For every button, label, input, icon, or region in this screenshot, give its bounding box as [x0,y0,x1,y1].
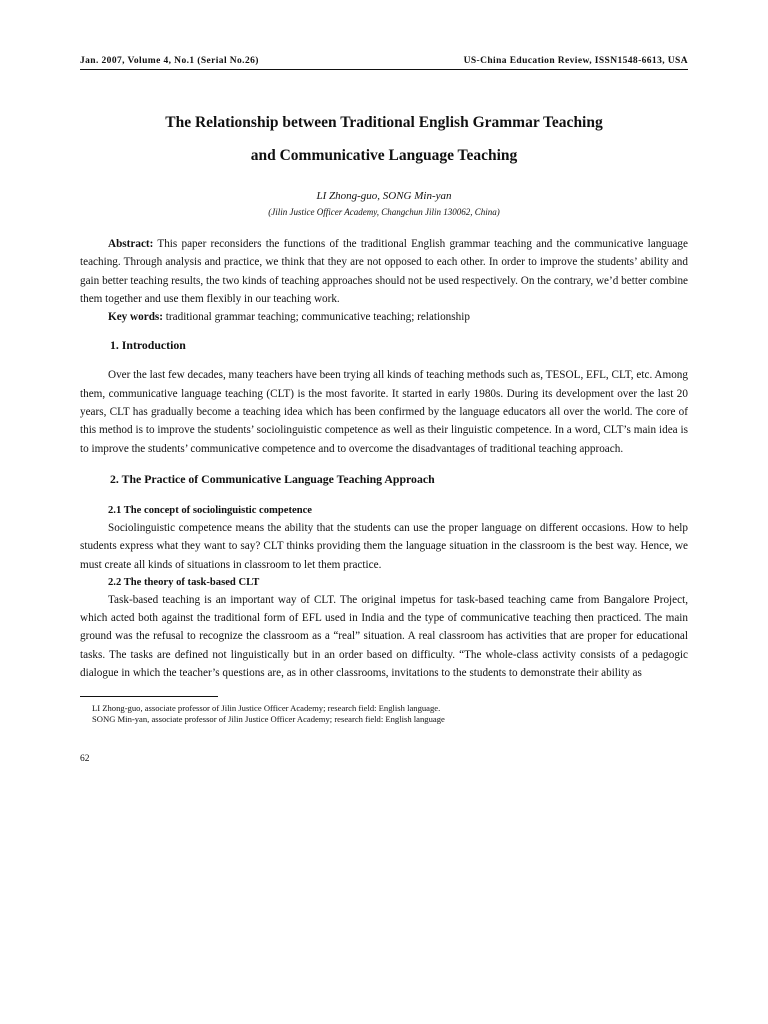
paper-page [80,56,688,764]
sociolinguistic-paragraph: Sociolinguistic competence means the ability that the students can use the proper language on different occasions. How to help students express what they want to say? CLT thinks providing them the language situation in the classroom is the best way. Hence, we must create all kinds of situations in classroom to let them practice. [80,521,688,571]
author-affiliation: (Jilin Justice Officer Academy, Changchun Jilin 130062, China) [268,207,500,217]
page-number: 62 [80,754,90,765]
section-heading-practice: 2. The Practice of Communicative Language Teaching Approach [110,471,435,486]
subsection-heading-sociolinguistic: 2.1 The concept of sociolinguistic competence [108,504,313,516]
abstract-text: This paper reconsiders the functions of the traditional English grammar teaching and the communicative language teaching. Through analysis and practice, we think that they are not opposed to each other. In order to improve the students’ ability and gain better teaching results, the two kinds of teaching approaches should not be used respectively. On the contrary, we’d better combine them together and use them flexibly in our teaching work. [80,238,688,305]
footnotes [80,703,688,725]
journal-name: US-China Education Review, ISSN1548-6613, USA [463,56,688,66]
paper-title [80,106,688,172]
footnote-2: SONG Min-yan, associate professor of Jilin Justice Officer Academy; research field: English language [92,714,445,725]
running-header [80,56,688,70]
abstract-label: Abstract: [108,238,154,250]
author-names: LI Zhong-guo, SONG Min-yan [316,190,452,202]
keywords [80,308,688,326]
subsection-heading-task-based: 2.2 The theory of task-based CLT [108,576,260,588]
introduction-paragraph: Over the last few decades, many teachers have been trying all kinds of teaching methods such as, TESOL, EFL, CLT, etc. Among them, communicative language teaching (CLT) is the most favorite. It started in early 1980s. During its development over the last 20 years, CLT has gradually become a teaching idea which has been confirmed by the language educators all over the world. The core of this method is to improve the students’ sociolinguistic competence as well as their linguistic competence. In a word, CLT’s main idea is to improve the students’ communicative competence and to overcome the disadvantages of traditional teaching approach. [80,369,688,455]
footnote-1: LI Zhong-guo, associate professor of Jilin Justice Officer Academy; research field: English language. [92,703,441,714]
task-based-paragraph: Task-based teaching is an important way of CLT. The original impetus for task-based teaching came from Bangalore Project, which acted both against the traditional form of EFL used in India and the type of communicative teaching then practiced. The main ground was the refusal to recognize the classroom as a “real” situation. A real classroom has activities that are proper for educational tasks. The tasks are defined not linguistically but in an order based on difficulty. “The whole-class activity consists of a pedagogic dialogue in which the teacher’s questions are, as in other classrooms, invitations to the students to demonstrate their ability as [80,593,688,680]
section-heading-introduction: 1. Introduction [110,338,186,353]
title-line-2: and Communicative Language Teaching [250,147,518,164]
footnote-divider [80,696,218,697]
keywords-text: traditional grammar teaching; communicative teaching; relationship [163,311,470,324]
journal-issue: Jan. 2007, Volume 4, No.1 (Serial No.26) [80,56,259,66]
keywords-label: Key words: [108,311,163,324]
abstract [80,235,688,308]
title-line-1: The Relationship between Traditional English Grammar Teaching [165,114,603,131]
